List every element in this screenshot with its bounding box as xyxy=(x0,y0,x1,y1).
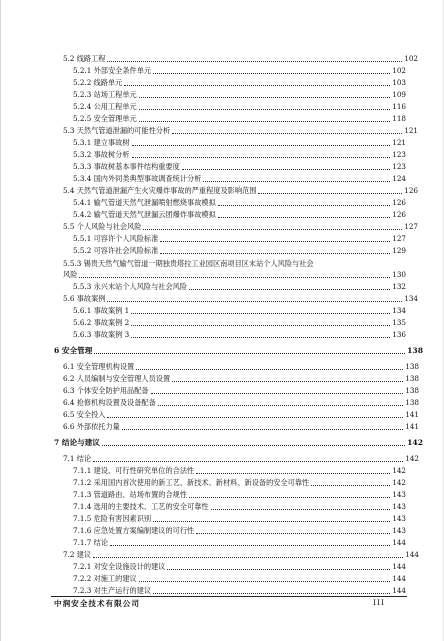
toc-entry-page: 144 xyxy=(392,562,406,571)
dot-leader xyxy=(107,54,402,62)
toc-entry-title: 5.5 个人风险与社会风险 xyxy=(63,222,142,231)
toc-entry-page: 136 xyxy=(392,330,406,339)
toc-entry xyxy=(63,397,419,408)
toc-entry-title: 7.2.3 对生产运行的建议 xyxy=(73,586,152,595)
dot-leader xyxy=(102,438,405,446)
toc-entry-title: 7 结论与建议 xyxy=(54,438,100,447)
dot-leader xyxy=(139,114,391,122)
toc-entry xyxy=(63,421,419,432)
dot-leader xyxy=(196,466,390,474)
toc-entry xyxy=(63,293,418,304)
toc-entry-title-line1: 5.5.3 锡贵天然气输气管道一期独贵塔拉工业园区南项目区末站个人风险与社会 xyxy=(63,259,314,268)
toc-entry-page: 126 xyxy=(392,198,406,207)
toc-entry-title: 5.2.4 公用工程单元 xyxy=(73,102,137,111)
toc-entry-page: 142 xyxy=(407,438,423,447)
toc-entry-title: 6.4 抢修机构设置及设备配备 xyxy=(63,398,156,407)
toc-entry-page: 109 xyxy=(392,90,406,99)
dot-leader xyxy=(122,422,403,430)
toc-entry-title: 5.3.1 建立事故树 xyxy=(73,138,130,147)
footer-page-number: III xyxy=(373,598,385,607)
toc-entry-page: 123 xyxy=(392,150,406,159)
toc-entry-title: 5.6 事故案例 xyxy=(63,294,106,303)
toc-entry-title: 5.6.3 事故案例 3 xyxy=(73,330,130,339)
toc-entry xyxy=(73,489,406,500)
dot-leader xyxy=(151,386,404,394)
toc-entry-title: 5.4 天然气管道泄漏产生火灾爆炸事故的严重程度及影响范围 xyxy=(63,186,257,195)
toc-entry xyxy=(63,221,418,232)
toc-entry xyxy=(63,453,419,464)
toc-entry xyxy=(73,197,406,208)
dot-leader xyxy=(139,90,391,98)
dot-leader xyxy=(189,282,390,290)
toc-entry-page: 143 xyxy=(392,490,406,499)
dot-leader xyxy=(211,502,391,510)
toc-entry-page: 118 xyxy=(392,114,406,123)
toc-entry xyxy=(73,77,406,88)
toc-entry-page: 130 xyxy=(392,270,406,279)
toc-entry-title: 5.2 线路工程 xyxy=(63,54,106,63)
toc-entry xyxy=(73,89,406,100)
toc-entry-page: 103 xyxy=(392,78,406,87)
toc-entry-title: 5.3 天然气管道泄漏的可能性分析 xyxy=(63,126,171,135)
toc-entry xyxy=(63,53,418,64)
toc-entry-title: 6.2 人员编制与安全管理人员设置 xyxy=(63,374,171,383)
toc-entry-title: 5.3.3 事故树基本事件结构重要度 xyxy=(73,162,180,171)
toc-entry-page: 144 xyxy=(392,538,406,547)
toc-entry xyxy=(63,125,418,136)
dot-leader xyxy=(131,318,390,326)
dot-leader xyxy=(258,186,402,194)
dot-leader xyxy=(160,246,390,254)
toc-entry xyxy=(73,537,406,548)
toc-entry-page: 141 xyxy=(405,422,419,431)
dot-leader xyxy=(107,294,402,302)
toc-entry-page: 141 xyxy=(405,410,419,419)
toc-entry-page: 144 xyxy=(405,550,419,559)
footer-company: 中润安全技术有限公司 xyxy=(54,599,140,608)
toc-entry xyxy=(73,149,406,160)
toc-entry xyxy=(63,361,419,372)
toc-entry xyxy=(73,281,406,292)
toc-entry-title: 7.1.2 采用国内首次使用的新工艺、新技术、新材料、新设备的安全可靠性 xyxy=(73,478,310,487)
dot-leader xyxy=(94,346,405,354)
toc-entry-title: 7.1.5 危险有害因素识别 xyxy=(73,514,152,523)
toc-entry-page: 102 xyxy=(404,54,418,63)
dot-leader xyxy=(132,150,391,158)
dot-leader xyxy=(132,138,391,146)
dot-leader xyxy=(93,454,403,462)
toc-entry-page: 127 xyxy=(392,234,406,243)
dot-leader xyxy=(79,270,390,278)
toc-entry-page: 135 xyxy=(392,318,406,327)
dot-leader xyxy=(196,526,390,534)
toc-entry xyxy=(63,549,419,560)
toc-entry xyxy=(73,233,406,244)
toc-entry xyxy=(73,161,406,172)
toc-entry xyxy=(73,317,406,328)
toc-entry xyxy=(63,385,419,396)
dot-leader xyxy=(158,398,404,406)
toc-entry-page: 143 xyxy=(392,526,406,535)
toc-entry-page: 126 xyxy=(404,186,418,195)
toc-entry xyxy=(73,477,406,488)
toc-entry-title: 5.3.4 国内外同类典型事故调查统计分析 xyxy=(73,174,202,183)
toc-entry-title: 5.6.1 事故案例 1 xyxy=(73,306,130,315)
dot-leader xyxy=(167,562,390,570)
toc-entry xyxy=(63,373,419,384)
dot-leader xyxy=(311,478,390,486)
toc-entry-title-line2: 风险 xyxy=(63,270,78,279)
toc-entry xyxy=(73,173,406,184)
toc-entry-title: 5.5.1 可容许个人风险标准 xyxy=(73,234,159,243)
toc-entry-page: 134 xyxy=(404,294,418,303)
toc-entry-title: 5.4.2 输气管道天然气泄漏云团爆炸事故模拟 xyxy=(73,210,216,219)
toc-entry xyxy=(73,209,406,220)
toc-entry-title: 7.2 建议 xyxy=(63,550,92,559)
toc-entry xyxy=(54,345,423,356)
toc-entry-page: 132 xyxy=(392,282,406,291)
toc-entry-page: 116 xyxy=(392,102,406,111)
dot-leader xyxy=(131,306,390,314)
toc-entry-page: 123 xyxy=(392,162,406,171)
toc-entry-page: 144 xyxy=(392,586,406,595)
toc-entry-title: 7.2.1 对安全设施设计的建议 xyxy=(73,562,166,571)
toc-entry xyxy=(73,101,406,112)
toc-entry-page: 143 xyxy=(392,502,406,511)
toc-entry-page: 124 xyxy=(392,174,406,183)
toc-entry-title: 5.5.3 永兴末站个人风险与社会风险 xyxy=(73,282,188,291)
toc-entry-title: 5.4.1 输气管道天然气泄漏喷射燃烧事故模拟 xyxy=(73,198,216,207)
toc-entry-page: 134 xyxy=(392,306,406,315)
toc-entry-title: 5.2.3 站场工程单元 xyxy=(73,90,137,99)
dot-leader xyxy=(189,490,390,498)
dot-leader xyxy=(160,234,390,242)
dot-leader xyxy=(143,222,402,230)
toc-entry xyxy=(73,245,406,256)
toc-entry-title: 5.2.1 外部安全条件单元 xyxy=(73,66,152,75)
toc-entry-title: 7.1.1 建设、可行性研究单位的合法性 xyxy=(73,466,195,475)
toc-entry-page: 127 xyxy=(404,222,418,231)
toc-entry-page: 142 xyxy=(405,454,419,463)
dot-leader xyxy=(110,538,390,546)
toc-entry-page: 138 xyxy=(405,386,419,395)
dot-leader xyxy=(131,330,390,338)
toc-entry-title: 6.5 安全投入 xyxy=(63,410,106,419)
toc-entry-page: 138 xyxy=(407,346,423,355)
toc-entry-title: 7.1.7 结论 xyxy=(73,538,108,547)
dot-leader xyxy=(139,574,391,582)
toc-entry-page: 142 xyxy=(392,466,406,475)
toc-entry-title: 5.3.2 事故树分析 xyxy=(73,150,130,159)
dot-leader xyxy=(182,162,390,170)
toc-entry-page: 138 xyxy=(405,374,419,383)
toc-entry-page: 129 xyxy=(392,246,406,255)
dot-leader xyxy=(139,102,391,110)
toc-entry-page: 144 xyxy=(392,574,406,583)
toc-entry-title: 7.2.2 对施工的建议 xyxy=(73,574,137,583)
toc-entry xyxy=(73,525,406,536)
toc-entry-page: 121 xyxy=(392,138,406,147)
dot-leader xyxy=(153,514,390,522)
dot-leader xyxy=(203,174,390,182)
toc-entry xyxy=(73,501,406,512)
toc-entry xyxy=(63,185,418,196)
toc-entry-title: 5.6.2 事故案例 2 xyxy=(73,318,130,327)
toc-entry xyxy=(73,585,406,596)
toc-entry xyxy=(63,409,419,420)
toc-entry xyxy=(73,137,406,148)
toc-entry-page: 138 xyxy=(405,362,419,371)
dot-leader xyxy=(107,410,403,418)
toc-entry xyxy=(54,437,423,448)
toc-entry-title: 7.1 结论 xyxy=(63,454,92,463)
toc-entry-title: 5.2.2 线路单元 xyxy=(73,78,123,87)
toc-entry xyxy=(73,573,406,584)
toc-entry xyxy=(73,305,406,316)
dot-leader xyxy=(153,586,390,594)
footer-rule xyxy=(51,596,407,597)
toc-entry xyxy=(73,561,406,572)
toc-entry-title: 7.1.6 应急处置方案编制建议的可行性 xyxy=(73,526,195,535)
toc-entry xyxy=(73,113,406,124)
toc-entry xyxy=(73,513,406,524)
dot-leader xyxy=(218,210,391,218)
toc-entry xyxy=(63,259,406,280)
toc-entry-page: 102 xyxy=(392,66,406,75)
toc-entry-page: 138 xyxy=(405,398,419,407)
toc-entry-title: 6.6 外部依托力量 xyxy=(63,422,120,431)
toc-entry-title: 6.1 安全管理机构设置 xyxy=(63,362,135,371)
toc-entry-title: 6 安全管理 xyxy=(54,346,93,355)
toc-entry-page: 143 xyxy=(392,514,406,523)
toc-entry xyxy=(73,329,406,340)
toc-entry-page: 142 xyxy=(392,478,406,487)
toc-entry-title: 7.1.3 管道路由、站场布置的合规性 xyxy=(73,490,188,499)
dot-leader xyxy=(153,66,390,74)
toc-entry-page: 121 xyxy=(404,126,418,135)
dot-leader xyxy=(124,78,390,86)
toc-entry-title: 5.5.2 可容许社会风险标准 xyxy=(73,246,159,255)
dot-leader xyxy=(136,362,403,370)
toc-entry-title: 7.1.4 选用的主要技术、工艺的安全可靠性 xyxy=(73,502,209,511)
toc-entry-page: 126 xyxy=(392,210,406,219)
dot-leader xyxy=(172,126,402,134)
dot-leader xyxy=(172,374,403,382)
toc-entry xyxy=(73,465,406,476)
toc-entry xyxy=(73,65,406,76)
dot-leader xyxy=(93,550,403,558)
dot-leader xyxy=(218,198,391,206)
toc-entry-title: 5.2.5 安全管理单元 xyxy=(73,114,137,123)
toc-entry-title: 6.3 个体安全防护用品配备 xyxy=(63,386,149,395)
